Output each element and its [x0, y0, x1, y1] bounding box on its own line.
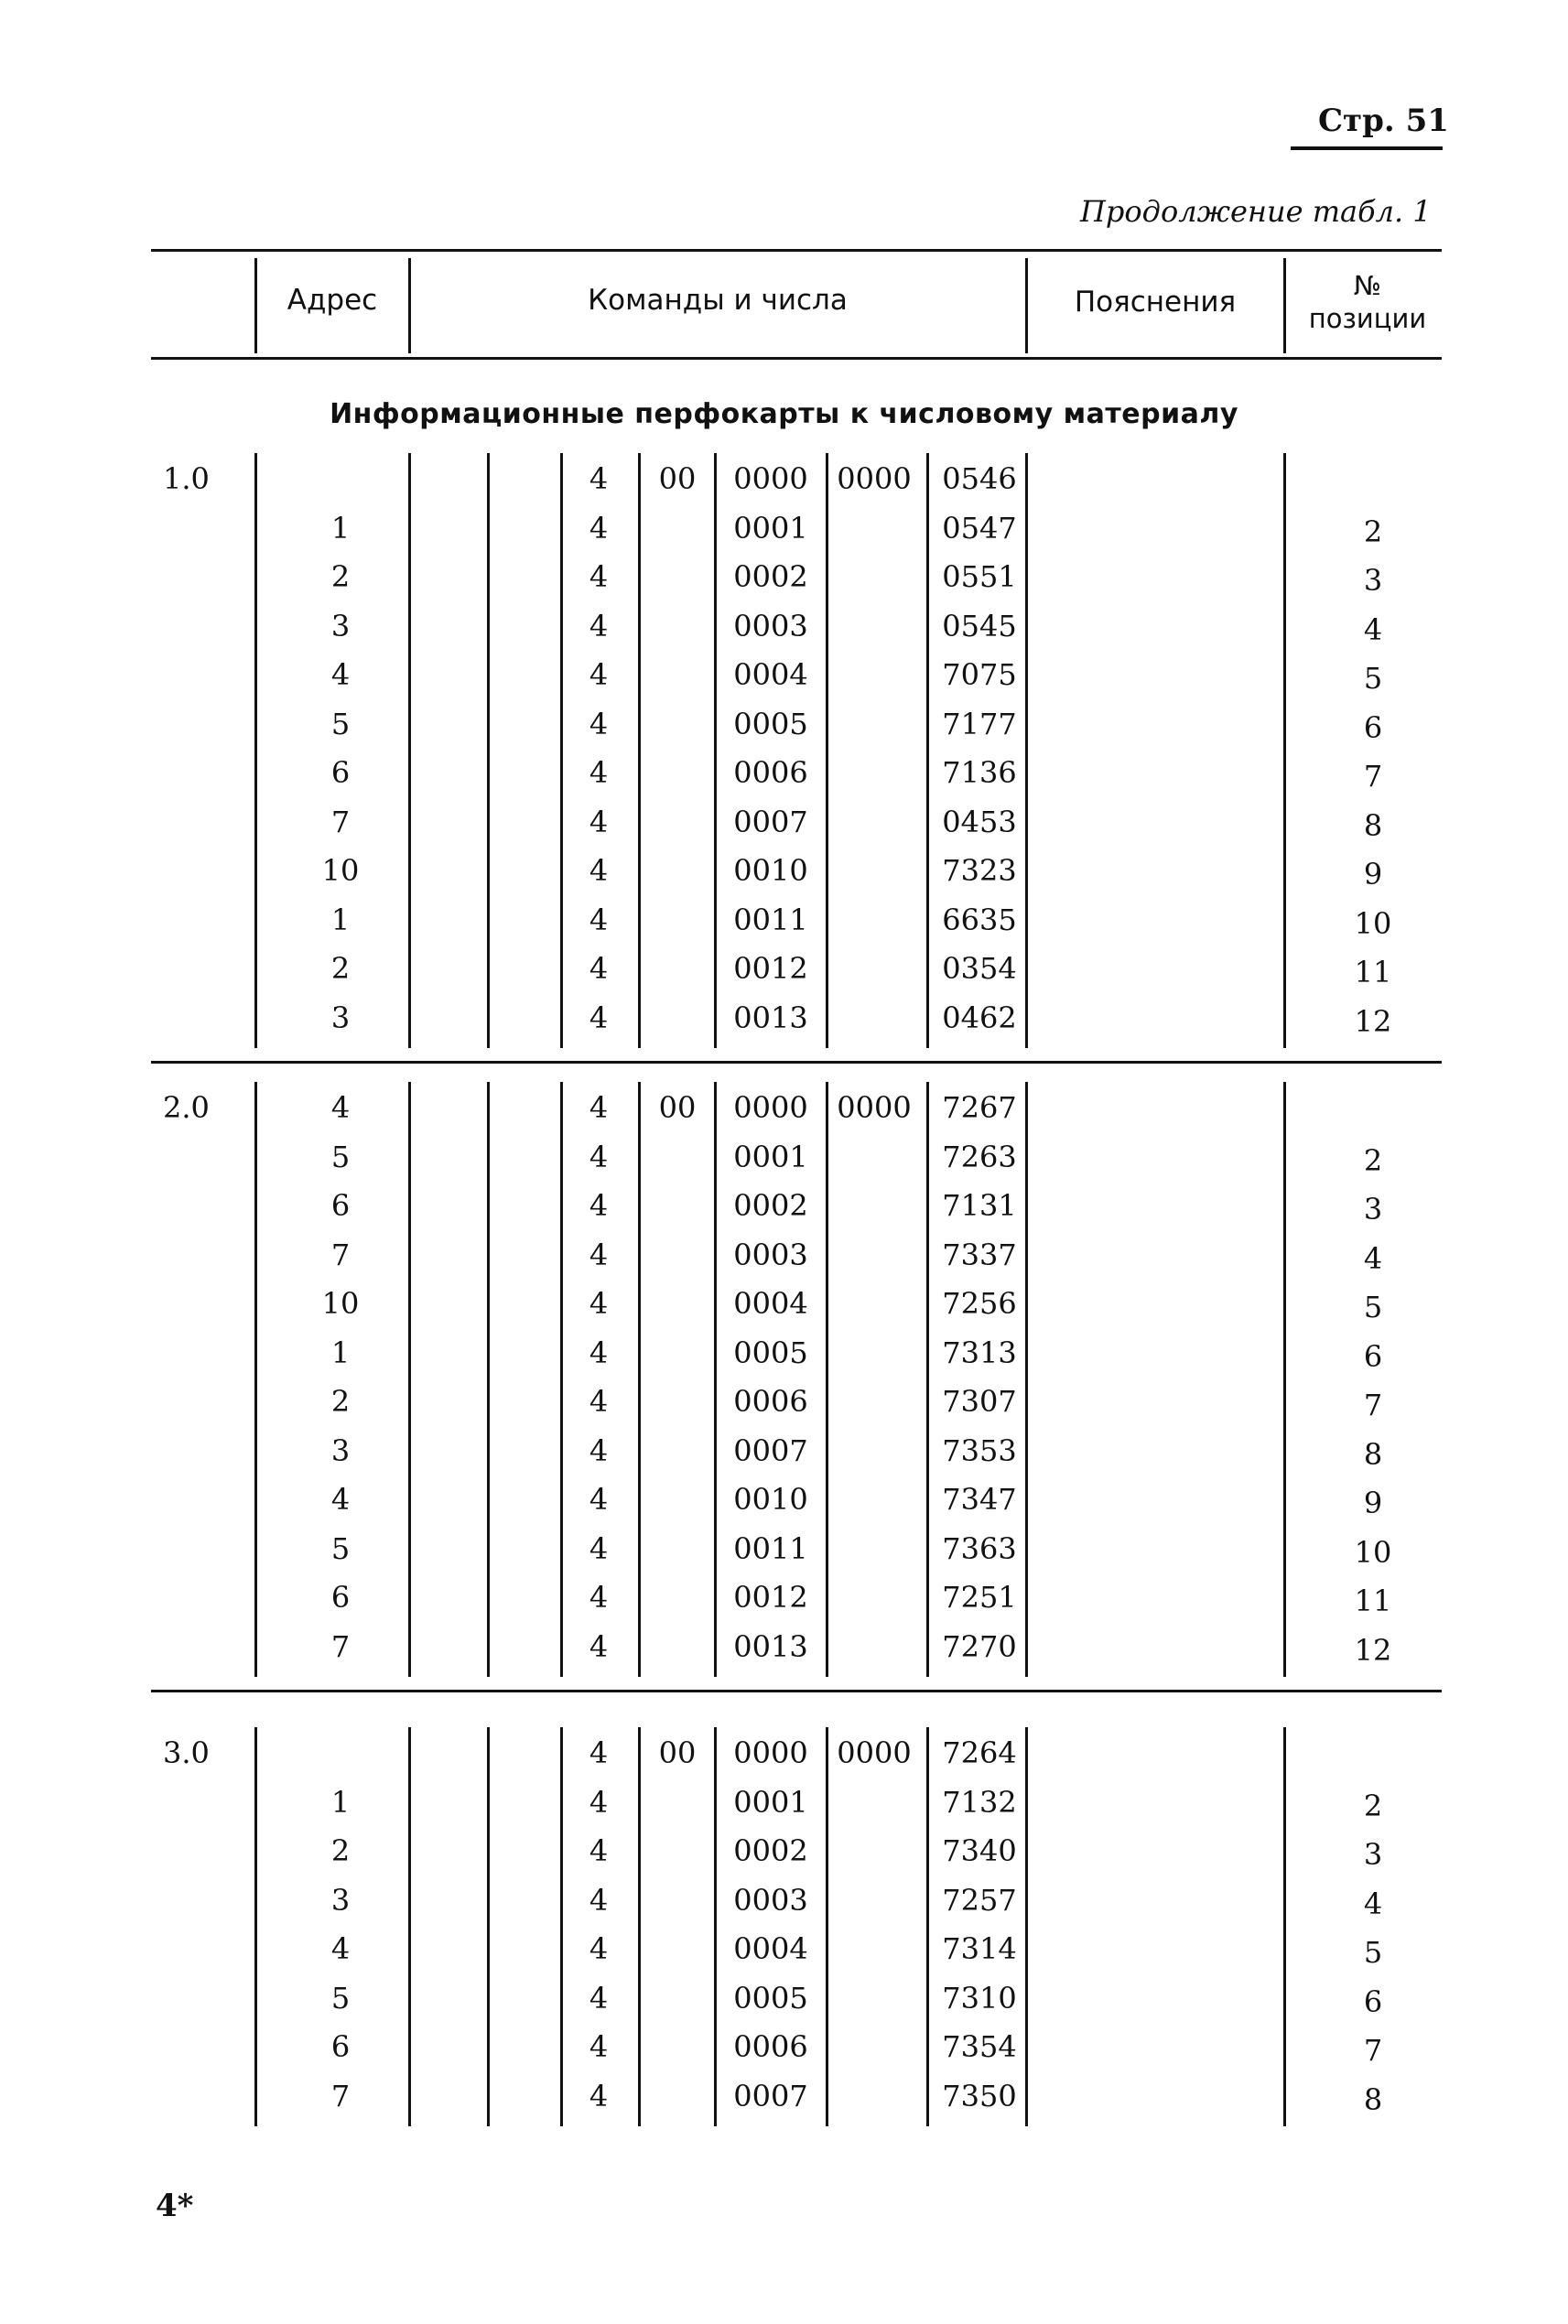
command-field-3-cell: 0010	[733, 1482, 808, 1517]
command-field-1-cell: 4	[589, 853, 609, 888]
position-cell: 3	[1363, 563, 1383, 598]
command-field-5-cell: 7354	[942, 2029, 1017, 2064]
position-cell: 8	[1363, 2081, 1383, 2117]
header-divider-4	[1283, 258, 1286, 353]
address-cell: 4	[330, 657, 351, 692]
command-field-1-cell: 4	[589, 1735, 609, 1770]
command-field-5-cell: 7313	[942, 1335, 1017, 1370]
position-cell: 6	[1363, 1984, 1383, 2019]
position-cell: 4	[1363, 1240, 1383, 1276]
command-field-1-cell: 4	[589, 902, 609, 937]
command-field-5-cell: 7347	[942, 1482, 1017, 1517]
position-cell: 9	[1363, 857, 1383, 892]
block-label: 1.0	[163, 461, 210, 496]
block-column-rule	[926, 1082, 929, 1677]
position-cell: 10	[1354, 1534, 1392, 1570]
command-field-1-cell: 4	[589, 1580, 609, 1615]
command-field-1-cell: 4	[589, 2029, 609, 2064]
command-field-5-cell: 0547	[942, 510, 1017, 546]
position-cell: 2	[1363, 513, 1383, 549]
block-separator-rule	[151, 1690, 1442, 1692]
command-field-3-cell: 0012	[733, 951, 808, 986]
command-field-3-cell: 0003	[733, 608, 808, 643]
address-cell: 2	[330, 951, 351, 986]
block-column-rule	[1283, 453, 1286, 1048]
command-field-5-cell: 6635	[942, 902, 1017, 937]
command-field-5-cell: 7263	[942, 1139, 1017, 1174]
block-column-rule	[487, 1727, 490, 2126]
position-cell: 3	[1363, 1837, 1383, 1872]
table-top-rule	[151, 249, 1442, 252]
command-field-3-cell: 0003	[733, 1237, 808, 1272]
command-field-1-cell: 4	[589, 510, 609, 546]
block-column-rule	[826, 453, 828, 1048]
header-position-label: позиции	[1308, 303, 1427, 334]
block-column-rule	[826, 1727, 828, 2126]
header-divider-2	[408, 258, 411, 353]
address-cell: 4	[330, 1482, 351, 1517]
command-field-3-cell: 0000	[733, 1090, 808, 1125]
position-cell: 7	[1363, 759, 1383, 794]
table-header-bottom-rule	[151, 357, 1442, 360]
command-field-1-cell: 4	[589, 1384, 609, 1419]
position-cell: 5	[1363, 1935, 1383, 1970]
block-column-rule	[926, 453, 929, 1048]
command-field-5-cell: 7310	[942, 1980, 1017, 2016]
block-column-rule	[638, 1727, 641, 2126]
address-cell: 3	[330, 608, 351, 643]
position-cell: 2	[1363, 1142, 1383, 1178]
command-field-1-cell: 4	[589, 1882, 609, 1918]
position-cell: 6	[1363, 709, 1383, 745]
command-field-3-cell: 0007	[733, 804, 808, 839]
position-cell: 12	[1354, 1003, 1392, 1039]
command-field-1-cell: 4	[589, 1237, 609, 1272]
header-address: Адрес	[287, 284, 378, 317]
command-field-3-cell: 0013	[733, 1628, 808, 1664]
address-cell: 2	[330, 1833, 351, 1868]
address-cell: 4	[330, 1090, 351, 1125]
command-field-3-cell: 0006	[733, 1384, 808, 1419]
command-field-3-cell: 0002	[733, 559, 808, 594]
command-field-3-cell: 0000	[733, 461, 808, 496]
position-cell: 11	[1354, 955, 1392, 989]
section-title: Информационные перфокарты к числовому материалу	[330, 398, 1238, 430]
page-number-rule	[1291, 146, 1443, 150]
address-cell: 7	[330, 2078, 351, 2113]
command-field-5-cell: 7136	[942, 755, 1017, 790]
command-field-5-cell: 7353	[942, 1432, 1017, 1468]
block-column-rule	[1283, 1082, 1286, 1677]
command-field-1-cell: 4	[589, 1628, 609, 1664]
command-field-1-cell: 4	[589, 1980, 609, 2016]
block-label: 3.0	[163, 1735, 210, 1770]
position-cell: 5	[1363, 1290, 1383, 1324]
command-field-3-cell: 0013	[733, 1000, 808, 1035]
block-column-rule	[408, 453, 411, 1048]
command-field-3-cell: 0007	[733, 1432, 808, 1468]
command-field-1-cell: 4	[589, 951, 609, 986]
header-position-number-sign: №	[1353, 270, 1382, 301]
block-column-rule	[1025, 1082, 1028, 1677]
position-cell: 11	[1354, 1584, 1392, 1618]
address-cell: 7	[330, 1237, 351, 1272]
block-column-rule	[926, 1727, 929, 2126]
command-field-1-cell: 4	[589, 1139, 609, 1174]
command-field-5-cell: 7264	[942, 1735, 1017, 1770]
command-field-4-cell: 0000	[837, 1735, 912, 1770]
block-column-rule	[714, 1082, 717, 1677]
command-field-3-cell: 0011	[733, 1530, 808, 1566]
command-field-1-cell: 4	[589, 1335, 609, 1370]
address-cell: 1	[330, 510, 351, 546]
command-field-5-cell: 7257	[942, 1882, 1017, 1918]
block-column-rule	[487, 453, 490, 1048]
address-cell: 10	[321, 1286, 360, 1321]
address-cell: 5	[330, 1139, 351, 1174]
command-field-1-cell: 4	[589, 1784, 609, 1820]
command-field-5-cell: 0354	[942, 951, 1017, 986]
command-field-5-cell: 7323	[942, 853, 1017, 888]
command-field-5-cell: 7267	[942, 1090, 1017, 1125]
command-field-5-cell: 7337	[942, 1237, 1017, 1272]
address-cell: 7	[330, 804, 351, 839]
command-field-1-cell: 4	[589, 559, 609, 594]
block-column-rule	[254, 453, 257, 1048]
command-field-3-cell: 0002	[733, 1188, 808, 1223]
command-field-4-cell: 0000	[837, 461, 912, 496]
block-column-rule	[638, 453, 641, 1048]
position-cell: 7	[1363, 1388, 1383, 1422]
command-field-5-cell: 7340	[942, 1833, 1017, 1868]
position-cell: 3	[1363, 1192, 1383, 1227]
block-column-rule	[1283, 1727, 1286, 2126]
command-field-5-cell: 0453	[942, 804, 1017, 839]
command-field-3-cell: 0001	[733, 510, 808, 546]
position-cell: 4	[1363, 1886, 1383, 1921]
command-field-2-cell: 00	[658, 1735, 697, 1770]
address-cell: 4	[330, 1931, 351, 1966]
header-position	[1287, 269, 1448, 335]
command-field-3-cell: 0005	[733, 706, 808, 741]
command-field-5-cell: 0551	[942, 559, 1017, 594]
command-field-5-cell: 0545	[942, 608, 1017, 643]
block-column-rule	[638, 1082, 641, 1677]
command-field-3-cell: 0004	[733, 657, 808, 692]
block-column-rule	[254, 1727, 257, 2126]
command-field-2-cell: 00	[658, 461, 697, 496]
command-field-3-cell: 0006	[733, 755, 808, 790]
block-column-rule	[826, 1082, 828, 1677]
position-cell: 7	[1363, 2033, 1383, 2068]
command-field-5-cell: 7270	[942, 1628, 1017, 1664]
address-cell: 6	[330, 1188, 351, 1223]
block-column-rule	[408, 1727, 411, 2126]
block-column-rule	[714, 453, 717, 1048]
command-field-1-cell: 4	[589, 1432, 609, 1468]
command-field-1-cell: 4	[589, 2078, 609, 2113]
header-divider-1	[254, 258, 257, 353]
command-field-1-cell: 4	[589, 1000, 609, 1035]
command-field-1-cell: 4	[589, 706, 609, 741]
position-cell: 8	[1363, 807, 1383, 843]
command-field-5-cell: 7131	[942, 1188, 1017, 1223]
position-cell: 5	[1363, 661, 1383, 696]
page-footer-mark: 4*	[156, 2188, 194, 2224]
block-label: 2.0	[163, 1090, 210, 1125]
address-cell: 5	[330, 1980, 351, 2016]
address-cell: 2	[330, 1384, 351, 1419]
command-field-3-cell: 0005	[733, 1980, 808, 2016]
position-cell: 12	[1354, 1632, 1392, 1668]
position-cell: 10	[1354, 905, 1392, 941]
command-field-3-cell: 0001	[733, 1139, 808, 1174]
command-field-3-cell: 0000	[733, 1735, 808, 1770]
block-column-rule	[1025, 453, 1028, 1048]
command-field-5-cell: 7251	[942, 1580, 1017, 1615]
address-cell: 7	[330, 1628, 351, 1664]
command-field-5-cell: 7256	[942, 1286, 1017, 1321]
command-field-3-cell: 0004	[733, 1931, 808, 1966]
command-field-5-cell: 0462	[942, 1000, 1017, 1035]
command-field-1-cell: 4	[589, 1931, 609, 1966]
command-field-1-cell: 4	[589, 1833, 609, 1868]
command-field-3-cell: 0010	[733, 853, 808, 888]
command-field-3-cell: 0007	[733, 2078, 808, 2113]
command-field-3-cell: 0005	[733, 1335, 808, 1370]
block-column-rule	[487, 1082, 490, 1677]
address-cell: 1	[330, 1335, 351, 1370]
position-cell: 2	[1363, 1788, 1383, 1823]
command-field-1-cell: 4	[589, 1090, 609, 1125]
command-field-2-cell: 00	[658, 1090, 697, 1125]
block-column-rule	[714, 1727, 717, 2126]
command-field-1-cell: 4	[589, 657, 609, 692]
command-field-3-cell: 0006	[733, 2029, 808, 2064]
command-field-5-cell: 0546	[942, 461, 1017, 496]
address-cell: 6	[330, 755, 351, 790]
block-column-rule	[1025, 1727, 1028, 2126]
header-commands: Команды и числа	[588, 284, 848, 317]
position-cell: 6	[1363, 1338, 1383, 1374]
command-field-5-cell: 7314	[942, 1931, 1017, 1966]
command-field-3-cell: 0003	[733, 1882, 808, 1918]
command-field-1-cell: 4	[589, 1530, 609, 1566]
command-field-5-cell: 7307	[942, 1384, 1017, 1419]
command-field-5-cell: 7350	[942, 2078, 1017, 2113]
address-cell: 3	[330, 1000, 351, 1035]
page-number: Стр. 51	[1318, 103, 1449, 139]
address-cell: 5	[330, 706, 351, 741]
command-field-3-cell: 0011	[733, 902, 808, 937]
table-continuation-caption: Продолжение табл. 1	[1080, 194, 1432, 229]
address-cell: 5	[330, 1530, 351, 1566]
block-separator-rule	[151, 1061, 1442, 1064]
address-cell: 1	[330, 902, 351, 937]
command-field-1-cell: 4	[589, 1188, 609, 1223]
command-field-5-cell: 7132	[942, 1784, 1017, 1820]
position-cell: 8	[1363, 1436, 1383, 1472]
command-field-1-cell: 4	[589, 608, 609, 643]
command-field-3-cell: 0004	[733, 1286, 808, 1321]
command-field-1-cell: 4	[589, 804, 609, 839]
address-cell: 10	[321, 853, 360, 888]
block-column-rule	[254, 1082, 257, 1677]
position-cell: 9	[1363, 1486, 1383, 1520]
address-cell: 3	[330, 1432, 351, 1468]
address-cell: 2	[330, 559, 351, 594]
block-column-rule	[408, 1082, 411, 1677]
command-field-5-cell: 7177	[942, 706, 1017, 741]
address-cell: 3	[330, 1882, 351, 1918]
address-cell: 6	[330, 1580, 351, 1615]
position-cell: 4	[1363, 611, 1383, 647]
command-field-1-cell: 4	[589, 461, 609, 496]
address-cell: 6	[330, 2029, 351, 2064]
command-field-5-cell: 7075	[942, 657, 1017, 692]
command-field-3-cell: 0002	[733, 1833, 808, 1868]
command-field-1-cell: 4	[589, 1482, 609, 1517]
header-divider-3	[1025, 258, 1028, 353]
command-field-4-cell: 0000	[837, 1090, 912, 1125]
command-field-1-cell: 4	[589, 1286, 609, 1321]
command-field-3-cell: 0012	[733, 1580, 808, 1615]
header-notes: Пояснения	[1074, 286, 1237, 319]
address-cell: 1	[330, 1784, 351, 1820]
command-field-1-cell: 4	[589, 755, 609, 790]
command-field-5-cell: 7363	[942, 1530, 1017, 1566]
command-field-3-cell: 0001	[733, 1784, 808, 1820]
